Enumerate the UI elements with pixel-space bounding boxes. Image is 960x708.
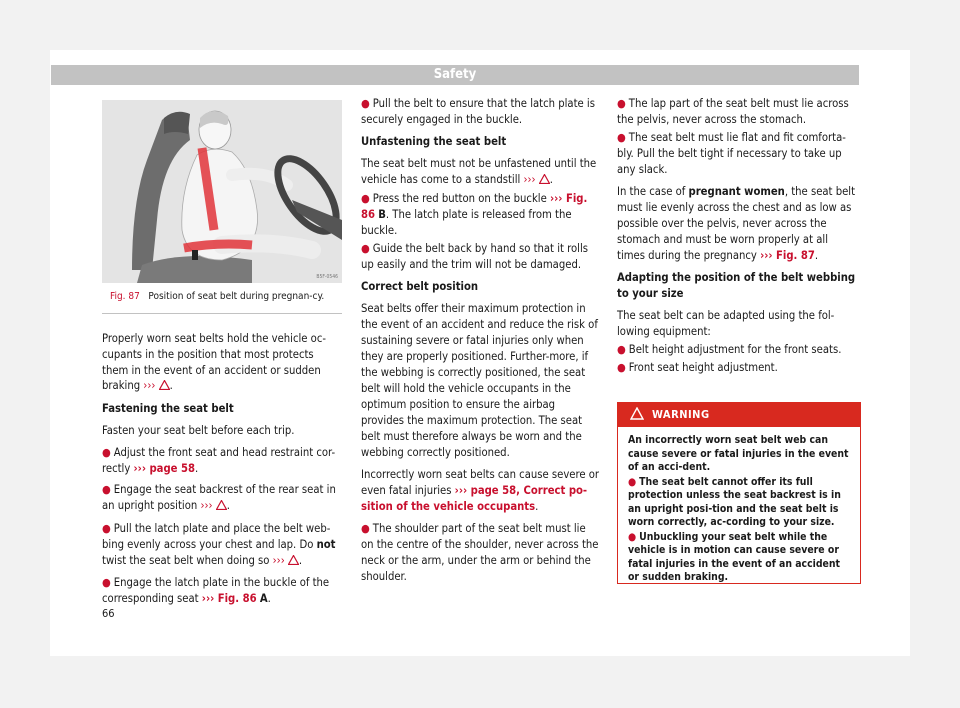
bullet-icon: ● [628,530,637,543]
col2-bullet-2b: The latch plate is released from the buckle. [361,208,572,237]
bullet-icon: ● [617,361,626,374]
page-58-correct-position-link[interactable]: ››› page 58, Correct po-sition of the vehicle occupants [361,484,588,513]
col1-bullet-1: Adjust the front seat and head restraint cor-rectly [102,445,336,475]
pregnant-text-a: In the case of [617,185,686,198]
figure-label: Fig. 87 [110,291,140,302]
warning-box [617,402,861,584]
bullet-icon: ● [628,475,637,488]
pregnant-text-b: , the seat belt must lie evenly across the chest and as low as possible over the pelvis, never across the stomach and must be worn properly at all times during the pregnancy [617,185,856,262]
unfasten-heading: Unfastening the seat belt [361,135,507,148]
warning-bullet-1: The seat belt cannot offer its full protection unless the seat backrest is in an upright posi-tion and the seat belt is worn correctly, ac-cording to your size. [628,475,841,528]
bullet-icon: ● [102,483,111,497]
bullet-icon: ● [617,131,626,144]
unfasten-ref[interactable]: ››› [523,173,536,186]
bullet-icon: ● [102,445,111,459]
col3-bullet-3: Belt height adjustment for the front seats. [628,343,842,356]
warning-triangle-icon [159,379,170,395]
col2-bullet-1: Pull the belt to ensure that the latch plate is securely engaged in the buckle. [361,97,595,126]
col1-bullet-3-ref[interactable]: ››› [272,553,285,567]
warning-label: WARNING [652,408,710,421]
fig-letter: A [259,592,268,606]
bullet-icon: ● [361,97,370,110]
col1-bullet-3b: twist the seat belt when doing so [102,553,270,567]
bullet-icon: ● [617,343,626,356]
bullet-icon: ● [361,192,370,205]
bullet-icon: ● [617,97,626,110]
fig-letter: B [378,208,386,221]
bullet-icon: ● [102,576,111,590]
col3-bullet-2: The seat belt must lie flat and fit comforta-bly. Pull the belt tight if necessary to take up any slack. [617,131,846,176]
fig-86-link[interactable]: ››› Fig. 86 [361,192,588,221]
col1-bullet-3-not: not [316,537,336,551]
bullet-icon: ● [361,242,370,255]
correct-heading: Correct belt position [361,280,479,293]
page-title: Safety [433,67,477,82]
col1-bullet-4: Engage the latch plate in the buckle of the corresponding seat [102,576,330,606]
warning-triangle-icon [216,499,227,515]
col3-bullet-1: The lap part of the seat belt must lie across the pelvis, never across the stomach. [617,97,849,126]
fig-86-link[interactable]: ››› Fig. 86 [201,592,257,606]
fasten-text: Fasten your seat belt before each trip. [102,423,295,437]
correct-text: Seat belts offer their maximum protection in the event of an accident and reduce the risk of sustaining severe or fatal injuries only when they are properly positioned. Further-more, if the webbing is correctly positioned, the seat belt will hold the vehicle occupants in the optimum position to ensure the airbag provides the maximum protection. The seat belt must therefore always be worn and the webbing correctly positioned. [361,302,598,459]
warning-intro: An incorrectly worn seat belt web can cause severe or fatal injuries in the event of an acci-dent. [628,434,849,473]
bullet-icon: ● [102,521,111,535]
warning-triangle-icon [288,554,299,570]
warning-body [618,427,860,585]
pregnancy-seatbelt-illustration [102,100,342,283]
figure-caption-text: Position of seat belt during pregnan-cy. [148,291,325,302]
fasten-heading: Fastening the seat belt [102,402,234,416]
col1-bullet-3a: Pull the latch plate and place the belt web-bing evenly across your chest and lap. Do [102,521,331,551]
unfasten-text: The seat belt must not be unfastened until the vehicle has come to a standstill [361,157,597,186]
col2-bullet-4: The shoulder part of the seat belt must lie on the centre of the shoulder, never across the neck or the arm, under the arm or behind the shoulder. [361,522,599,583]
col2-bullet-2a: Press the red button on the buckle [372,192,547,205]
page-number: 66 [102,607,115,620]
warning-triangle-icon [630,407,644,423]
adapt-heading: Adapting the position of the belt webbing to your size [617,271,856,300]
adapt-text: The seat belt can be adapted using the fol-lowing equipment: [617,309,835,338]
warning-triangle-icon [539,173,550,189]
header-bar [51,65,859,85]
col1-intro-ref[interactable]: ››› [143,379,156,393]
col2-bullet-3: Guide the belt back by hand so that it rolls up easily and the trim will not be damaged. [361,242,589,271]
col1-intro: Properly worn seat belts hold the vehicle oc-cupants in the position that most protects them in the event of an accident or sudden braking [102,332,327,393]
col1-bullet-2: Engage the seat backrest of the rear seat in an upright position [102,483,336,513]
page-58-link[interactable]: ››› page 58 [133,461,196,475]
column-2: ● Pull the belt to ensure that the latch plate is securely engaged in the buckle. Unfastening the seat belt The seat belt must not be unfastened until the vehicle has come to a standstill ››› . ● Press the red button on the buckle ››› Fig. 86 B. The latch plate is released from the buckle. ● Guide the belt back by hand so that it rolls up easily and the trim will not be damaged. Correct belt position Seat belts offer their maximum protection in the event of an accident and reduce the risk of sustaining severe or fatal injuries only when they are properly positioned. Further-more, if the webbing is correctly positioned, the seat belt will hold the vehicle occupants in the optimum position to ensure the airbag provides the maximum protection. The seat belt must therefore always be worn and the webbing correctly positioned. Incorrectly worn seat belts can cause severe or even fatal injuries ››› page 58, Correct po-sition of the vehicle occupants. ● The shoulder part of the seat belt must lie on the centre of the shoulder, never across the neck or the arm, under the arm or behind the shoulder. [361,97,600,583]
pregnant-women-bold: pregnant women [688,185,785,198]
col3-bullet-4: Front seat height adjustment. [628,361,778,374]
column-3: ● The lap part of the seat belt must lie across the pelvis, never across the stomach. ● The seat belt must lie flat and fit comforta-bly. Pull the belt tight if necessary to take up any slack. In the case of pregnant women, the seat belt must lie evenly across the chest and as low as possible over the pelvis, never across the stomach and must be worn properly at all times during the pregnancy ››› Fig. 87. Adapting the position of the belt webbing to your size The seat belt can be adapted using the fol-lowing equipment: ● Belt height adjustment for the front seats. ● Front seat height adjustment. [617,96,859,382]
figure-code: B5F-0546 [316,274,338,280]
warning-bullet-2: Unbuckling your seat belt while the vehicle is in motion can cause severe or fatal injuries in the event of an accident or sudden braking. [628,530,840,583]
warning-header [618,403,860,427]
bullet-icon: ● [361,522,370,535]
figure-caption [110,290,340,303]
incorrect-text: Incorrectly worn seat belts can cause severe or even fatal injuries [361,468,600,497]
column-1: Properly worn seat belts hold the vehicle oc-cupants in the position that most protects them in the event of an accident or sudden braking ››› . Fastening the seat belt Fasten your seat belt before each trip. ● Adjust the front seat and head restraint cor-rectly ››› page 58. ● Engage the seat backrest of the rear seat in an upright position ››› . ● Pull the latch plate and place the belt web-bing evenly across your chest and lap. Do not twist the seat belt when doing so ››› . ● Engage the latch plate in the buckle of the corresponding seat ››› Fig. 86 A. [102,331,342,613]
fig-87-link[interactable]: ››› Fig. 87 [760,249,815,262]
col1-bullet-2-ref[interactable]: ››› [200,499,213,513]
caption-divider [102,313,342,314]
